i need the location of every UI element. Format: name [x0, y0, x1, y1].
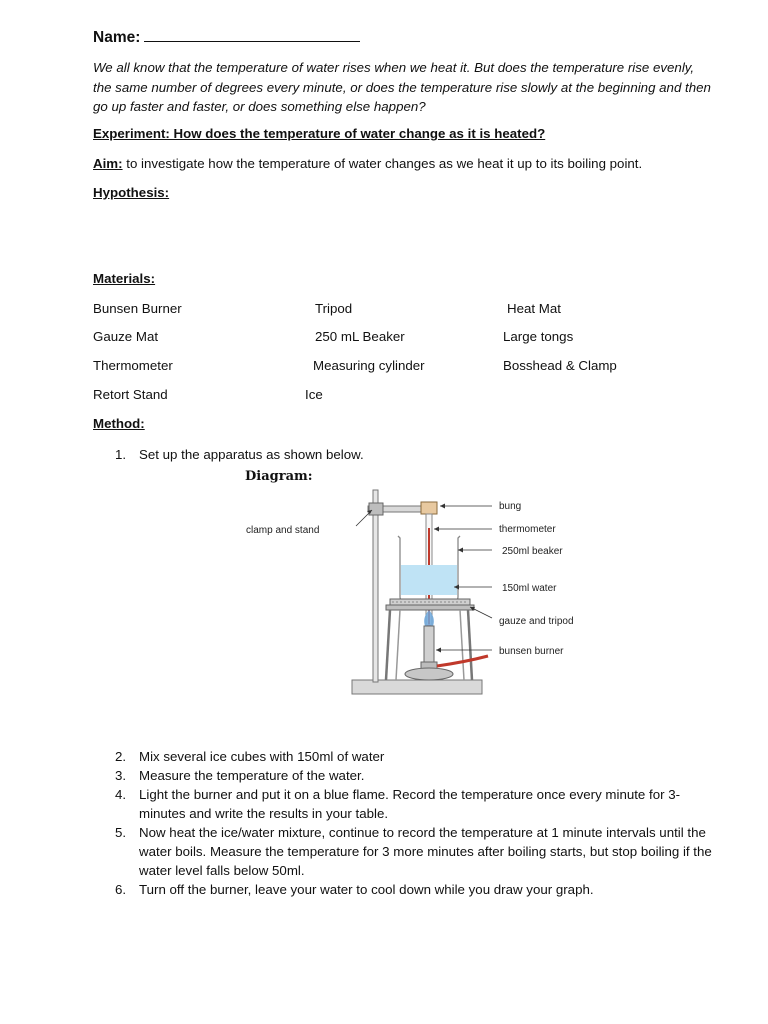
- bung: [421, 502, 437, 514]
- label-bung: bung: [499, 501, 522, 512]
- material-item: Tripod: [315, 301, 353, 316]
- tripod-top: [386, 605, 474, 610]
- method-step: [93, 880, 713, 899]
- material-item: Bunsen Burner: [93, 301, 182, 316]
- material-item: Large tongs: [503, 329, 574, 344]
- apparatus-diagram: [240, 466, 600, 712]
- label-bunsen-burner: bunsen burner: [499, 646, 564, 657]
- name-label: Name:: [93, 29, 141, 46]
- name-field-row: [93, 27, 360, 47]
- diagram-title: Diagram:: [245, 469, 313, 484]
- step-number: 3.: [115, 768, 127, 783]
- material-item: 250 mL Beaker: [315, 329, 405, 344]
- method-step-1-list: [93, 445, 713, 464]
- method-step: [93, 747, 713, 766]
- step-text: Turn off the burner, leave your water to cool down while you draw your graph.: [139, 882, 594, 897]
- label-clamp-and-stand: clamp and stand: [246, 525, 320, 536]
- bosshead: [369, 503, 383, 515]
- label-150ml-water: 150ml water: [502, 583, 557, 594]
- method-step: [93, 445, 713, 464]
- materials-label: Materials:: [93, 271, 156, 286]
- step-number: 4.: [115, 787, 127, 802]
- aim-text: to investigate how the temperature of water changes as we heat it up to its boiling point.: [122, 156, 643, 171]
- label-gauze-and-tripod: gauze and tripod: [499, 616, 574, 627]
- step-number: 1.: [115, 447, 127, 462]
- step-text: Now heat the ice/water mixture, continue to record the temperature at 1 minute intervals until the water boils. Measure the temperature for 3 more minutes after boiling starts, but stop boiling if the water level falls below 50ml.: [139, 825, 712, 878]
- stand-rod: [373, 490, 378, 682]
- step-number: 5.: [115, 825, 127, 840]
- material-item: Retort Stand: [93, 387, 168, 402]
- material-item: Thermometer: [93, 358, 173, 373]
- stand-base: [352, 680, 482, 694]
- step-text: Measure the temperature of the water.: [139, 768, 365, 783]
- material-item: Bosshead & Clamp: [503, 358, 617, 373]
- material-item: Ice: [305, 387, 323, 402]
- step-text: Light the burner and put it on a blue flame. Record the temperature once every minute for 3-minutes and write the results in your table.: [139, 787, 681, 821]
- beaker-water: [401, 565, 457, 595]
- hypothesis-label: Hypothesis:: [93, 185, 170, 200]
- step-text: Mix several ice cubes with 150ml of water: [139, 749, 385, 764]
- label-250ml-beaker: 250ml beaker: [502, 546, 563, 557]
- label-thermometer: thermometer: [499, 524, 556, 535]
- experiment-heading: Experiment: How does the temperature of water change as it is heated?: [93, 126, 546, 141]
- method-step: [93, 823, 713, 880]
- step-number: 6.: [115, 882, 127, 897]
- aim-label: Aim:: [93, 156, 123, 171]
- method-step: [93, 785, 713, 823]
- material-item: Measuring cylinder: [313, 358, 425, 373]
- method-label: Method:: [93, 416, 145, 431]
- step-number: 2.: [115, 749, 127, 764]
- intro-paragraph: We all know that the temperature of water rises when we heat it. But does the temperature rise evenly, the same number of degrees every minute, or does the temperature rise slowly at the beginning and then go up faster and faster, or does something else happen?: [93, 60, 711, 114]
- material-item: Gauze Mat: [93, 329, 159, 344]
- method-steps-list: [93, 747, 713, 899]
- material-item: Heat Mat: [507, 301, 561, 316]
- aim-line: [93, 156, 642, 171]
- method-step: [93, 766, 713, 785]
- burner-base: [405, 668, 453, 680]
- name-blank-line[interactable]: [144, 27, 360, 42]
- step-text: Set up the apparatus as shown below.: [139, 447, 364, 462]
